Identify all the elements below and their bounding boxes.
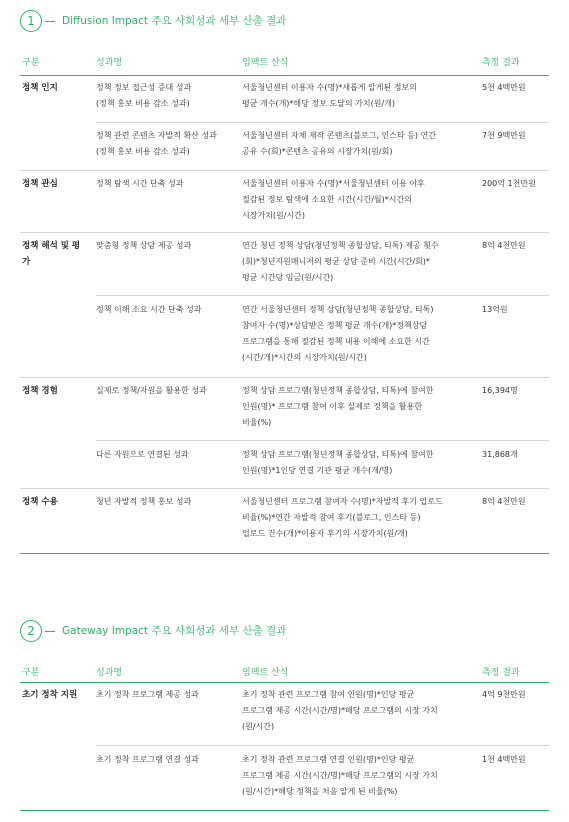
table-bottom-rule: [20, 553, 549, 554]
category-label: 정책 인지: [22, 83, 58, 93]
outcome-line: 다른 자원으로 연결된 성과: [96, 450, 189, 459]
section-header: [20, 10, 549, 32]
formula-line: 인원(명)*1인당 연결 기관 평균 개수(개/명): [242, 466, 393, 475]
row-divider: [20, 377, 549, 378]
column-header-category: 구분: [22, 668, 40, 678]
outcome-line: 정책 정보 접근성 증대 성과: [96, 83, 192, 92]
formula-line: (시간/개)*시간의 시장가치(원/시간): [242, 353, 367, 362]
column-header-category: 구분: [22, 58, 40, 68]
category-label: 정책 경험: [22, 386, 58, 396]
column-header-result: 측정 결과: [482, 58, 520, 68]
row-divider: [96, 440, 549, 441]
formula-line: 정책 상담 프로그램(청년정책 종합상담, 티톡)에 참여한: [242, 386, 434, 395]
outcome-line: (정책 홍보 비용 감소 성과): [96, 99, 190, 108]
header-rule: [20, 75, 549, 76]
category-label: 정책 해석 및 평가: [22, 241, 81, 267]
impact-formula: [242, 687, 482, 735]
outcome-line: 맞춤형 정책 상담 제공 성과: [96, 241, 192, 250]
outcome-name: [96, 494, 236, 510]
formula-line: (회)*청년지원매니저의 평균 상담 준비 시간(시간/회)*: [242, 257, 430, 266]
column-header-formula: 임팩트 산식: [242, 668, 289, 678]
impact-formula: [242, 447, 482, 479]
formula-line: 프로그램 제공 시간(시간/명)*해당 프로그램의 시장 가치: [242, 706, 438, 715]
formula-line: 연간 청년 정책 상담(청년정책 종합상담, 티톡) 제공 횟수: [242, 241, 439, 250]
measured-result: 4억 9천만원: [482, 690, 526, 699]
formula-line: 평균 개수(개)*해당 정보 도달의 가치(원/개): [242, 99, 395, 108]
column-header-outcome: 성과명: [96, 58, 123, 68]
section-number-badge: 2: [20, 620, 42, 642]
measured-result: 1천 4백만원: [482, 755, 526, 764]
measured-result: 8억 4천만원: [482, 241, 526, 250]
formula-line: 프로그램을 통해 절감된 정책 내용 이해에 소요한 시간: [242, 337, 430, 346]
formula-line: 서울청년센터 프로그램 참여자 수(명)*자발적 후기 업로드: [242, 497, 443, 506]
formula-line: 정책 상담 프로그램(청년정책 종합상담, 티톡)에 참여한: [242, 450, 434, 459]
measured-result: 13억원: [482, 305, 508, 314]
formula-line: 참여자 수(명)*상담받은 정책 평균 개수(개)*정책상담: [242, 321, 428, 330]
formula-line: 절감된 정보 탐색에 소요한 시간(시간/월)*시간의: [242, 195, 412, 204]
formula-line: 비율(%): [242, 418, 272, 427]
measured-result: 8억 4천만원: [482, 497, 526, 506]
outcome-name: [96, 383, 236, 399]
impact-formula: [242, 128, 482, 160]
outcome-name: [96, 238, 236, 254]
formula-line: 초기 정착 관련 프로그램 참여 인원(명)*인당 평균: [242, 690, 415, 699]
table-bottom-rule: [20, 810, 549, 811]
divider: [45, 21, 55, 22]
section-header: [20, 620, 549, 642]
impact-formula: [242, 238, 482, 286]
section-title: Diffusion Impact 주요 사회성과 세부 산출 결과: [62, 15, 287, 27]
header-rule: [20, 682, 549, 683]
formula-line: 업로드 건수(개)*이용자 후기의 시장가치(원/개): [242, 529, 408, 538]
category-label: 정책 관심: [22, 179, 58, 189]
formula-line: (원/시간): [242, 722, 275, 731]
impact-formula: [242, 494, 482, 542]
outcome-line: 정책 이해 소요 시간 단축 성과: [96, 305, 202, 314]
formula-line: 초기 정착 관련 프로그램 연결 인원(명)*인당 평균: [242, 755, 415, 764]
impact-formula: [242, 176, 482, 224]
formula-line: 공유 수(회)*콘텐츠 공유의 시장가치(원/회): [242, 147, 393, 156]
impact-formula: [242, 383, 482, 431]
row-divider: [20, 232, 549, 233]
outcome-line: 초기 정착 프로그램 연결 성과: [96, 755, 199, 764]
row-divider: [20, 170, 549, 171]
outcome-line: 초기 정착 프로그램 제공 성과: [96, 690, 199, 699]
outcome-name: [96, 302, 236, 318]
impact-formula: [242, 302, 482, 366]
outcome-name: [96, 128, 236, 160]
outcome-line: (정책 홍보 비용 감소 성과): [96, 147, 190, 156]
category-label: 초기 정착 지원: [22, 690, 78, 700]
measured-result: 31,868개: [482, 450, 518, 459]
measured-result: 200억 1천만원: [482, 179, 536, 188]
outcome-name: [96, 687, 236, 703]
column-header-formula: 임팩트 산식: [242, 58, 289, 68]
formula-line: 서울청년센터 이용자 수(명)*서울청년센터 이용 이후: [242, 179, 425, 188]
outcome-name: [96, 447, 236, 463]
formula-line: 프로그램 제공 시간(시간/명)*해당 프로그램의 시장 가치: [242, 771, 438, 780]
section-title: Gateway Impact 주요 사회성과 세부 산출 결과: [62, 625, 287, 637]
outcome-name: [96, 80, 236, 112]
outcome-name: [96, 176, 236, 192]
row-divider: [96, 745, 549, 746]
row-divider: [96, 295, 549, 296]
measured-result: 16,394명: [482, 386, 518, 395]
outcome-line: 정책 탐색 시간 단축 성과: [96, 179, 184, 188]
section-diffusion-impact: [20, 10, 549, 560]
formula-line: 연간 서울청년센터 정책 상담(청년정책 종합상담, 티톡): [242, 305, 434, 314]
measured-result: 7천 9백만원: [482, 131, 526, 140]
divider: [45, 631, 55, 632]
row-divider: [96, 122, 549, 123]
category-label: 정책 수용: [22, 497, 58, 507]
formula-line: 서울청년센터 이용자 수(명)*새롭게 알게된 정보의: [242, 83, 417, 92]
outcome-line: 정책 관련 콘텐츠 자발적 확산 성과: [96, 131, 217, 140]
formula-line: 평균 시간당 임금(원/시간): [242, 273, 334, 282]
column-header-result: 측정 결과: [482, 668, 520, 678]
impact-formula: [242, 80, 482, 112]
formula-line: 서울청년센터 자체 제작 콘텐츠(블로그, 인스타 등) 연간: [242, 131, 437, 140]
formula-line: 비율(%)*연간 자발적 참여 후기(블로그, 인스타 등): [242, 513, 421, 522]
impact-formula: [242, 752, 482, 800]
formula-line: 인원(명)* 프로그램 참여 이후 실제로 정책을 활용한: [242, 402, 423, 411]
outcome-name: [96, 752, 236, 768]
section-gateway-impact: [20, 620, 549, 815]
measured-result: 5천 4백만원: [482, 83, 526, 92]
formula-line: 시장가치(원/시간): [242, 211, 306, 220]
row-divider: [20, 488, 549, 489]
outcome-line: 실제로 정책/자원을 활용한 성과: [96, 386, 207, 395]
column-header-outcome: 성과명: [96, 668, 123, 678]
section-number-badge: 1: [20, 10, 42, 32]
formula-line: (원/시간)*해당 정책을 처음 알게 된 비율(%): [242, 787, 398, 796]
outcome-line: 청년 자발적 정책 홍보 성과: [96, 497, 192, 506]
